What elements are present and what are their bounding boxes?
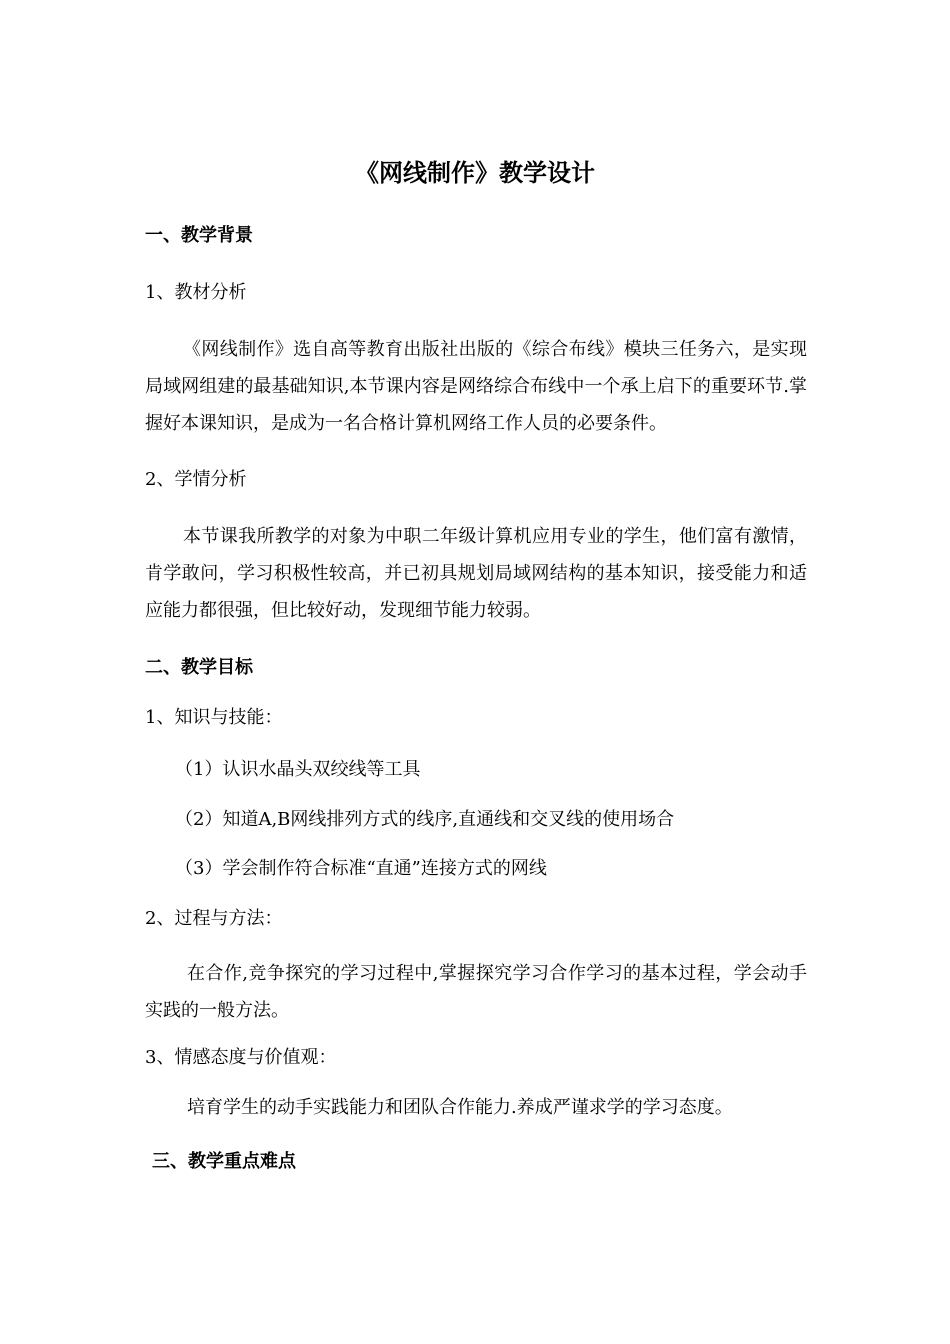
subheading-student-analysis: 2、学情分析 xyxy=(145,469,247,490)
document-title: 《网线制作》教学设计 xyxy=(355,159,595,187)
list-item-objective-2: （2）知道A,B网线排列方式的线序,直通线和交叉线的使用场合 xyxy=(175,809,675,830)
section-heading-key-points: 三、教学重点难点 xyxy=(152,1151,296,1172)
paragraph-student-analysis: 本节课我所教学的对象为中职二年级计算机应用专业的学生，他们富有激情，肯学敢问，学习积极性较高，并已初具规划局域网结构的基本知识，接受能力和适应能力都很强，但比较好动，发现细节能力较弱。 xyxy=(145,526,807,621)
paragraph-process-method: 在合作,竞争探究的学习过程中,掌握探究学习合作学习的基本过程，学会动手实践的一般方法。 xyxy=(145,963,807,1021)
subheading-knowledge-skills: 1、知识与技能： xyxy=(145,707,283,728)
section-heading-objectives: 二、教学目标 xyxy=(145,657,253,678)
paragraph-attitude-values: 培育学生的动手实践能力和团队合作能力.养成严谨求学的学习态度。 xyxy=(187,1097,733,1118)
list-item-objective-1: （1）认识水晶头双绞线等工具 xyxy=(175,759,421,780)
subheading-material-analysis: 1、教材分析 xyxy=(145,282,247,303)
section-heading-background: 一、教学背景 xyxy=(145,225,253,246)
subheading-attitude-values: 3、情感态度与价值观： xyxy=(145,1047,337,1068)
list-item-objective-3: （3）学会制作符合标准“直通”连接方式的网线 xyxy=(175,858,547,879)
paragraph-material-analysis: 《网线制作》选自高等教育出版社出版的《综合布线》模块三任务六，是实现局域网组建的最基础知识,本节课内容是网络综合布线中一个承上启下的重要环节.掌握好本课知识，是成为一名合格计算机网络工作人员的必要条件。 xyxy=(145,339,807,434)
subheading-process-method: 2、过程与方法： xyxy=(145,908,283,929)
